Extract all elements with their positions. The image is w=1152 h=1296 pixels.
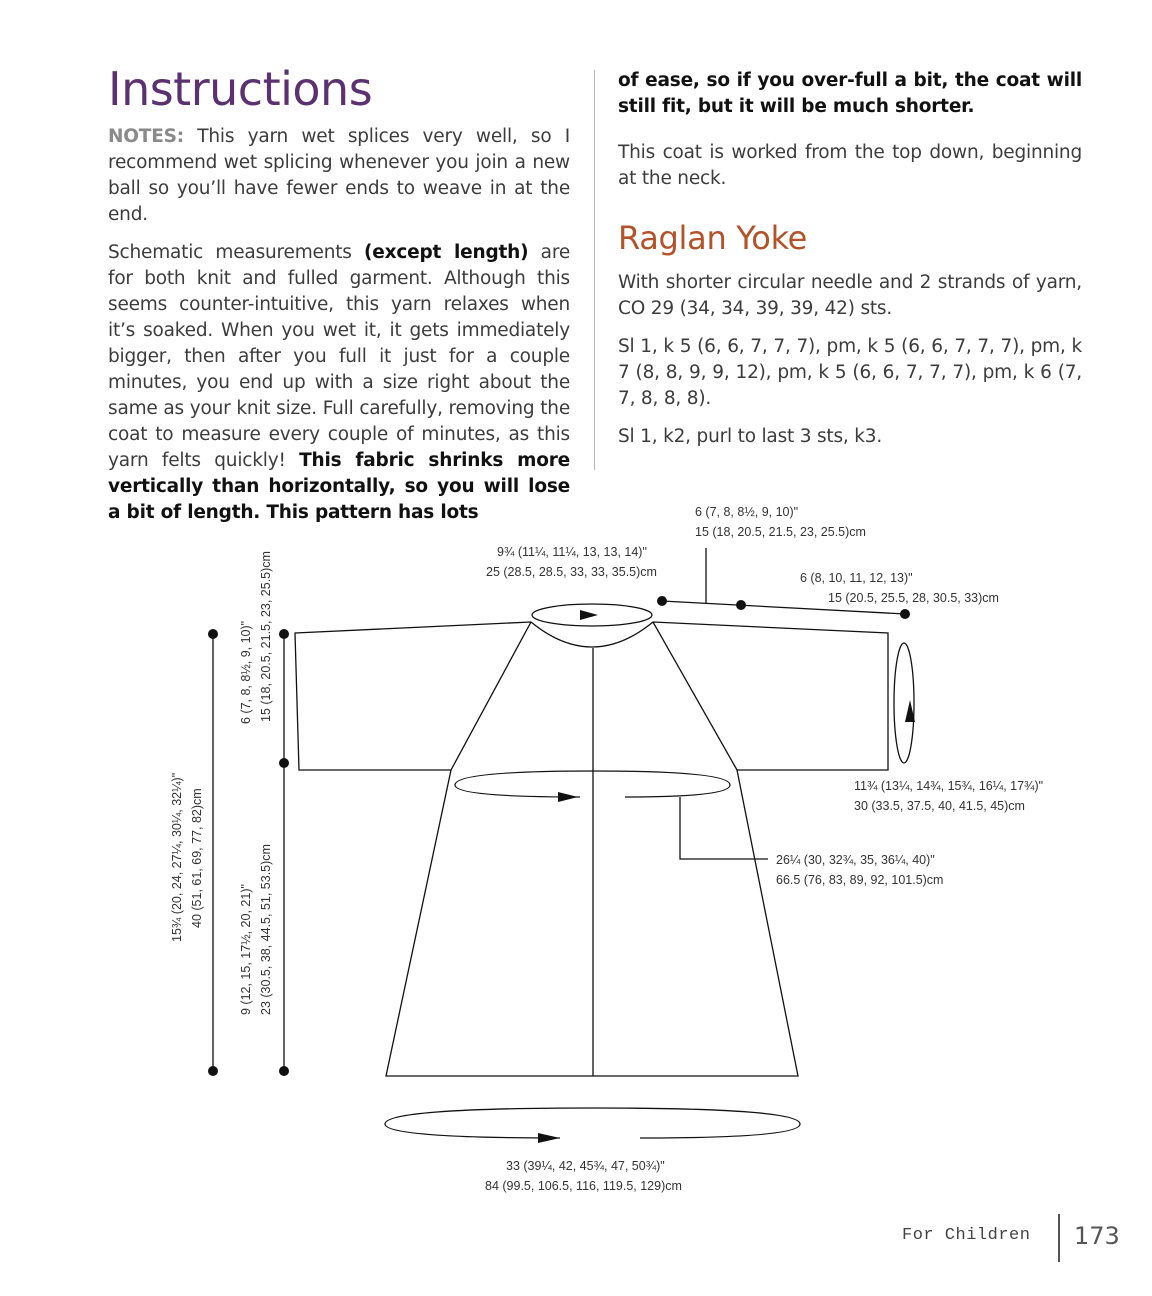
footer-divider <box>1058 1214 1060 1262</box>
hem-circumference-arrow <box>385 1108 800 1138</box>
total-length-label-in: 15¾ (20, 24, 27¼, 30¼, 32¼)" <box>170 772 184 942</box>
body-length-label-in: 9 (12, 15, 17½, 20, 21)" <box>239 884 253 1015</box>
yoke-depth-label-cm: 15 (18, 20.5, 21.5, 23, 25.5)cm <box>259 551 273 722</box>
hem-label-in: 33 (39¼, 42, 45¾, 47, 50¾)" <box>506 1159 665 1173</box>
raglan-line-left <box>451 622 531 770</box>
sleeve-circ-label-in: 11¾ (13¼, 14¾, 15¾, 16¼, 17¾)" <box>854 779 1044 793</box>
chest-arrowhead <box>558 792 578 802</box>
total-length-label-cm: 40 (51, 61, 69, 77, 82)cm <box>190 788 204 928</box>
schematic-note-start: Schematic measurements <box>108 242 365 263</box>
measure-dot <box>208 1066 218 1076</box>
raglan-line-right <box>653 622 737 770</box>
page-number: 173 <box>1074 1222 1120 1250</box>
page-title: Instructions <box>108 62 373 116</box>
instruction-step-3: Sl 1, k2, purl to last 3 sts, k3. <box>618 426 883 447</box>
schematic-note-bold: (except length) <box>364 242 529 263</box>
hem-arrowhead <box>538 1133 560 1143</box>
body-length-label-cm: 23 (30.5, 38, 44.5, 51, 53.5)cm <box>259 844 273 1015</box>
measure-dot <box>657 596 667 606</box>
measure-dot <box>279 1066 289 1076</box>
chest-label-cm: 66.5 (76, 83, 89, 92, 101.5)cm <box>776 873 944 887</box>
neck-width-label-cm: 25 (28.5, 28.5, 33, 33, 35.5)cm <box>486 565 657 579</box>
instruction-step-1: With shorter circular needle and 2 strands of yarn, CO 29 (34, 34, 39, 39, 42) sts. <box>618 272 1082 319</box>
neck-arrowhead <box>580 610 598 620</box>
footer-section-title: For Children <box>902 1226 1031 1245</box>
chest-leader-line <box>680 797 768 859</box>
yoke-depth-label-in: 6 (7, 8, 8½, 9, 10)" <box>239 620 253 724</box>
sleeve-circumference-arrow <box>894 643 914 763</box>
warning-continued: of ease, so if you over-full a bit, the coat will still fit, but it will be much shorter. <box>618 70 1082 117</box>
sleeve-length-label-cm: 15 (20.5, 25.5, 28, 30.5, 33)cm <box>828 591 999 605</box>
section-heading-raglan-yoke: Raglan Yoke <box>618 219 808 257</box>
measure-dot <box>736 600 746 610</box>
notes-label: NOTES: <box>108 126 184 147</box>
measure-dot <box>208 629 218 639</box>
hem-label-cm: 84 (99.5, 106.5, 116, 119.5, 129)cm <box>485 1179 682 1193</box>
measure-dot <box>900 609 910 619</box>
schematic-note-middle: are for both knit and fulled garment. Although this seems counter-intuitive, this yarn relaxes when it’s soaked. When you wet it, it gets immediately bigger, then after you full it just for a couple minutes, you end up with a size right about the same as your knit size. Full carefully, removing the coat to measure every couple of minutes, as this yarn felts quickly! <box>108 242 570 471</box>
measure-dot <box>279 758 289 768</box>
shoulder-label-in: 6 (7, 8, 8½, 9, 10)" <box>695 505 799 519</box>
measure-dot <box>279 629 289 639</box>
sleeve-length-label-in: 6 (8, 10, 11, 12, 13)" <box>800 571 913 585</box>
chest-label-in: 26¼ (30, 32¾, 35, 36¼, 40)" <box>776 853 935 867</box>
intro-paragraph: This coat is worked from the top down, beginning at the neck. <box>618 142 1082 189</box>
coat-outline <box>295 622 888 1076</box>
shoulder-label-cm: 15 (18, 20.5, 21.5, 23, 25.5)cm <box>695 525 866 539</box>
schematic-note-warning: This fabric shrinks more vertically than horizontally, so you will lose a bit of length. This pattern has lots <box>108 450 570 523</box>
notes-text: This yarn wet splices very well, so I recommend wet splicing whenever you join a new ball so you’ll have fewer ends to weave in at the end. <box>108 126 570 225</box>
sleeve-circ-label-cm: 30 (33.5, 37.5, 40, 41.5, 45)cm <box>854 799 1025 813</box>
neck-width-label-in: 9¾ (11¼, 11¼, 13, 13, 14)" <box>497 545 647 559</box>
instruction-step-2: Sl 1, k 5 (6, 6, 7, 7, 7), pm, k 5 (6, 6, 7, 7, 7), pm, k 7 (8, 8, 9, 9, 12), pm, k 5 (6, 6, 7, 7, 7), pm, k 6 (7, 7, 8, 8, 8). <box>618 336 1082 409</box>
